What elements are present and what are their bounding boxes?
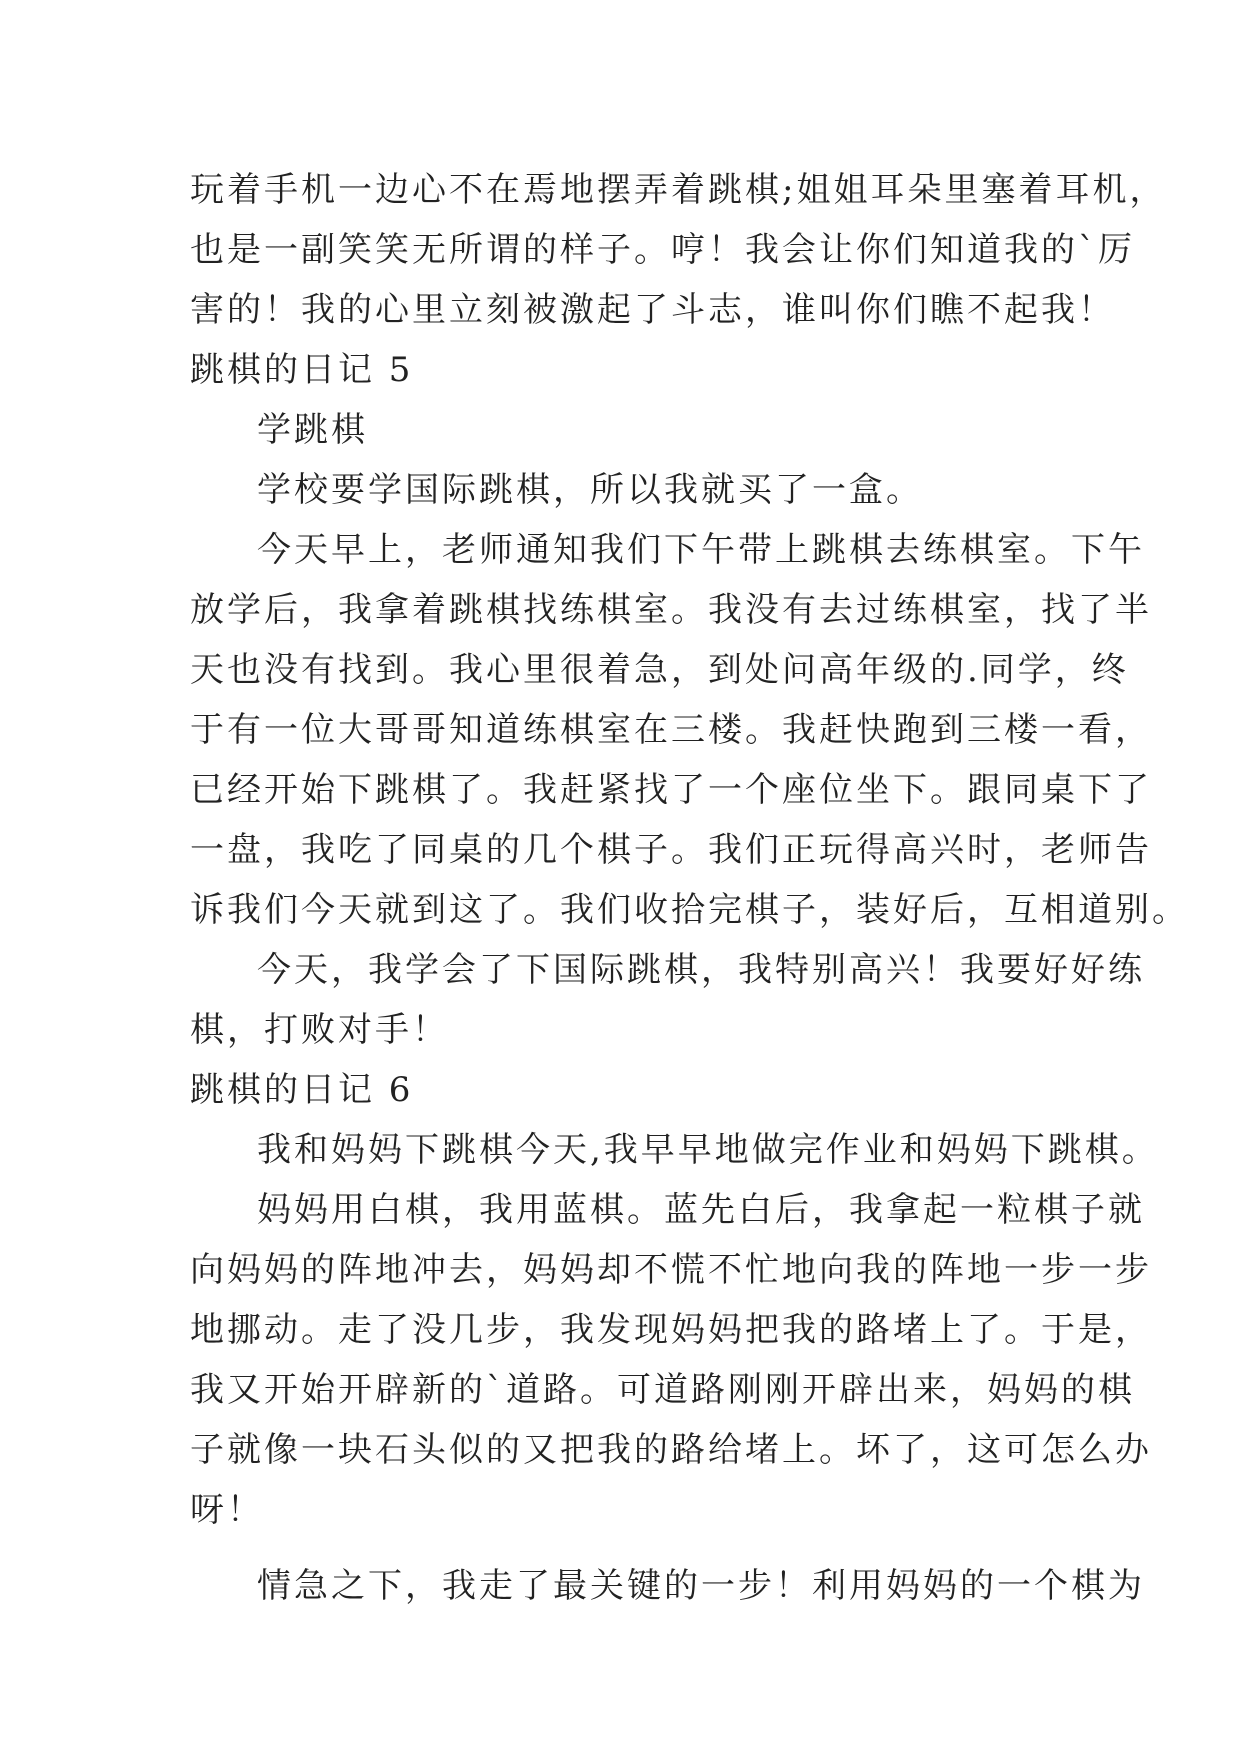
body-text-line: 学校要学国际跳棋，所以我就买了一盒。 [257, 470, 923, 510]
body-text-line: 情急之下，我走了最关键的一步！利用妈妈的一个棋为 [257, 1566, 1145, 1606]
body-text-line: 我和妈妈下跳棋今天,我早早地做完作业和妈妈下跳棋。 [257, 1130, 1159, 1170]
body-text-line: 放学后，我拿着跳棋找练棋室。我没有去过练棋室，找了半 [190, 590, 1152, 630]
body-text-line: 地挪动。走了没几步，我发现妈妈把我的路堵上了。于是， [190, 1310, 1152, 1350]
body-text-line: 也是一副笑笑无所谓的样子。哼！我会让你们知道我的`厉 [190, 230, 1135, 270]
body-text-line: 诉我们今天就到这了。我们收拾完棋子，装好后，互相道别。 [190, 890, 1189, 930]
body-text-line: 一盘，我吃了同桌的几个棋子。我们正玩得高兴时，老师告 [190, 830, 1152, 870]
body-text-line: 棋，打败对手！ [190, 1010, 449, 1050]
body-text-line: 我又开始开辟新的`道路。可道路刚刚开辟出来，妈妈的棋 [190, 1370, 1135, 1410]
body-text-line: 害的！我的心里立刻被激起了斗志，谁叫你们瞧不起我！ [190, 290, 1115, 330]
body-text-line: 向妈妈的阵地冲去，妈妈却不慌不忙地向我的阵地一步一步 [190, 1250, 1152, 1290]
body-text-line: 天也没有找到。我心里很着急，到处问高年级的.同学，终 [190, 650, 1129, 690]
body-text-line: 已经开始下跳棋了。我赶紧找了一个座位坐下。跟同桌下了 [190, 770, 1152, 810]
body-text-line: 于有一位大哥哥知道练棋室在三楼。我赶快跑到三楼一看， [190, 710, 1152, 750]
body-text-line: 今天，我学会了下国际跳棋，我特别高兴！我要好好练 [257, 950, 1145, 990]
body-text-line: 呀！ [190, 1490, 264, 1530]
article-title: 学跳棋 [257, 410, 368, 450]
section-heading: 跳棋的日记 6 [190, 1070, 414, 1110]
body-text-line: 子就像一块石头似的又把我的路给堵上。坏了，这可怎么办 [190, 1430, 1152, 1470]
body-text-line: 妈妈用白棋，我用蓝棋。蓝先白后，我拿起一粒棋子就 [257, 1190, 1145, 1230]
body-text-line: 玩着手机一边心不在焉地摆弄着跳棋;姐姐耳朵里塞着耳机， [190, 170, 1167, 210]
body-text-line: 今天早上，老师通知我们下午带上跳棋去练棋室。下午 [257, 530, 1145, 570]
section-heading: 跳棋的日记 5 [190, 350, 414, 390]
